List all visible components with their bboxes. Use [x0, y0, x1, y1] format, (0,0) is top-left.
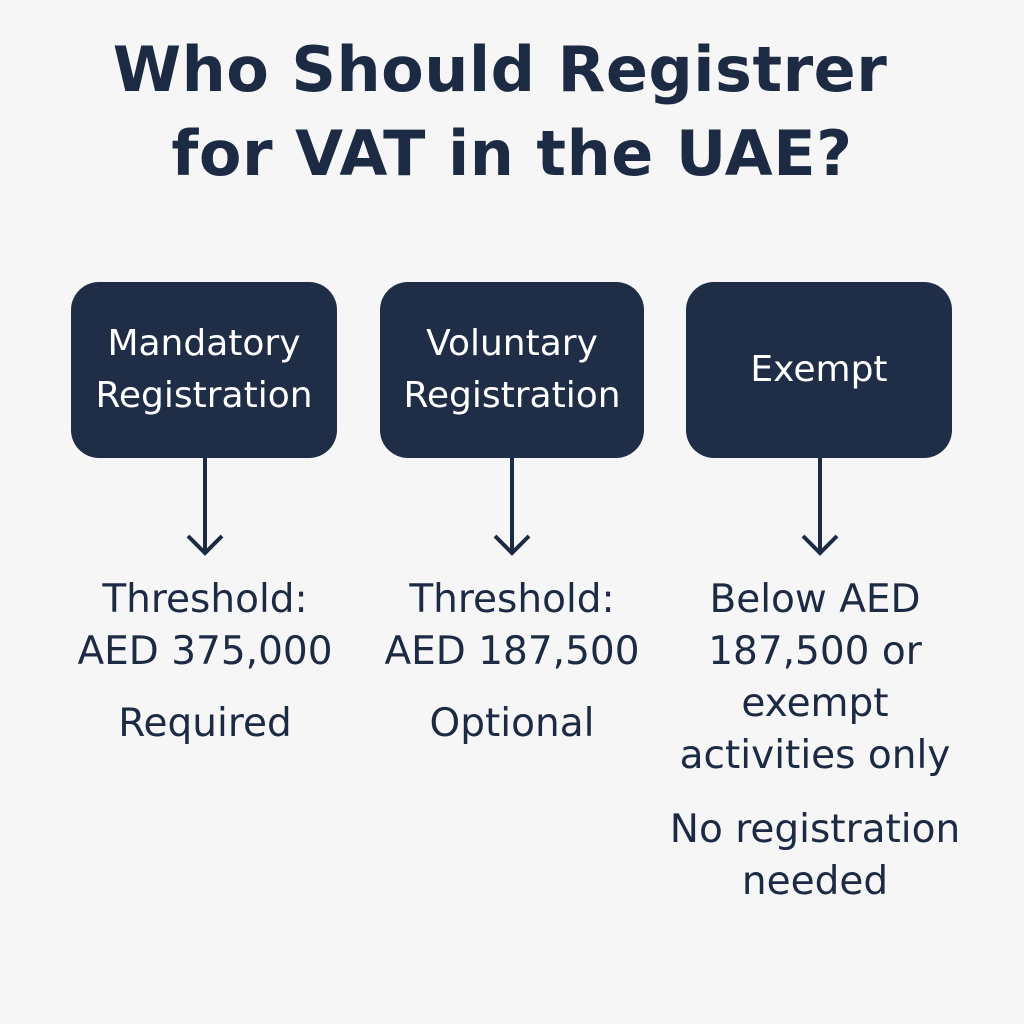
status-text: No registration needed — [669, 807, 961, 904]
diagram-title — [0, 28, 1024, 196]
threshold-text: Threshold: AED 187,500 — [384, 577, 640, 674]
exempt-details — [655, 574, 975, 908]
mandatory-registration-box — [71, 282, 337, 458]
title-line-2: for VAT in the UAE? — [171, 117, 853, 190]
threshold-text: Below AED 187,500 or exempt activities only — [679, 577, 951, 778]
voluntary-details — [362, 574, 662, 750]
box-label: Exempt — [750, 349, 888, 390]
status-text: Optional — [429, 701, 595, 746]
status-text: Required — [118, 701, 292, 746]
box-label: Mandatory Registration — [95, 323, 313, 416]
exempt-box — [686, 282, 952, 458]
down-arrow-icon — [185, 458, 225, 558]
mandatory-details — [55, 574, 355, 750]
down-arrow-icon — [800, 458, 840, 558]
down-arrow-icon — [492, 458, 532, 558]
title-line-1: Who Should Registrer — [112, 33, 888, 106]
voluntary-registration-box — [380, 282, 644, 458]
threshold-text: Threshold: AED 375,000 — [77, 577, 333, 674]
box-label: Voluntary Registration — [403, 323, 621, 416]
